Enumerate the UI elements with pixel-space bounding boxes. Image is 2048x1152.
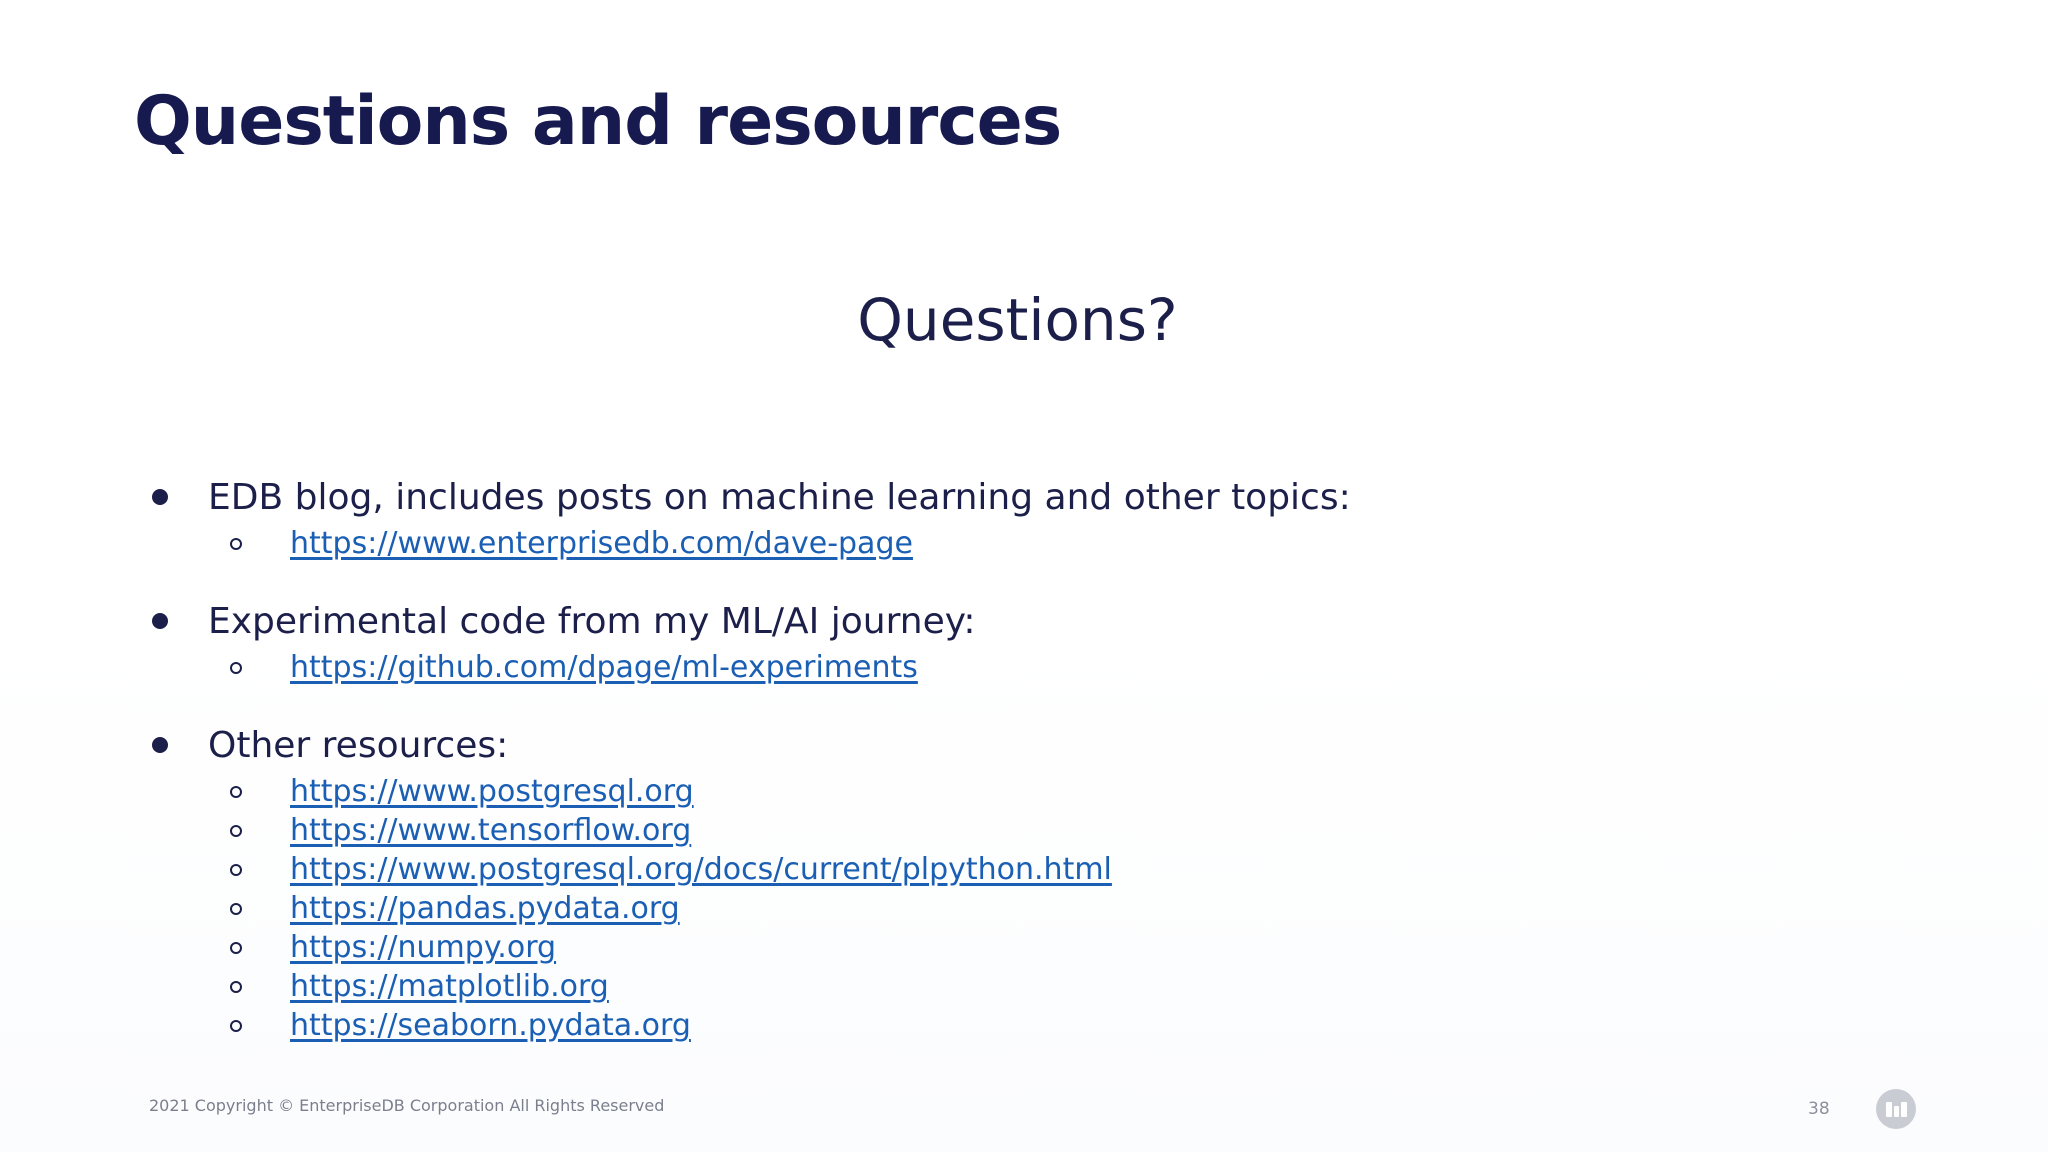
sub-bullet-circle-icon xyxy=(230,903,242,915)
bullet-item xyxy=(148,594,1648,648)
copyright-footer: 2021 Copyright © EnterpriseDB Corporation All Rights Reserved xyxy=(149,1096,665,1115)
sub-bullet-item xyxy=(228,967,1648,1006)
bullet-dot-icon xyxy=(152,613,168,629)
sub-bullet-circle-icon xyxy=(230,662,242,674)
resource-section-experiments xyxy=(148,594,1648,687)
sub-bullet-circle-icon xyxy=(230,1020,242,1032)
page-number: 38 xyxy=(1808,1099,1830,1119)
slide-subtitle: Questions? xyxy=(857,286,1178,354)
link-pandas[interactable]: https://pandas.pydata.org xyxy=(290,891,680,926)
link-edb-blog[interactable]: https://www.enterprisedb.com/dave-page xyxy=(290,526,913,561)
bullet-item xyxy=(148,470,1648,524)
sub-bullet-item xyxy=(228,772,1648,811)
resource-section-other xyxy=(148,718,1648,1045)
bullet-item xyxy=(148,718,1648,772)
sub-bullet-circle-icon xyxy=(230,538,242,550)
edb-logo-icon xyxy=(1876,1089,1916,1129)
sub-bullet-item xyxy=(228,524,1648,563)
sub-bullet-item xyxy=(228,811,1648,850)
link-matplotlib[interactable]: https://matplotlib.org xyxy=(290,969,609,1004)
link-plpython-docs[interactable]: https://www.postgresql.org/docs/current/plpython.html xyxy=(290,852,1112,887)
sub-bullet-circle-icon xyxy=(230,864,242,876)
sub-bullet-item xyxy=(228,889,1648,928)
link-postgresql[interactable]: https://www.postgresql.org xyxy=(290,774,694,809)
link-github-ml-experiments[interactable]: https://github.com/dpage/ml-experiments xyxy=(290,650,918,685)
link-numpy[interactable]: https://numpy.org xyxy=(290,930,557,965)
resource-section-edb-blog xyxy=(148,470,1648,563)
sub-bullet-circle-icon xyxy=(230,981,242,993)
bullet-dot-icon xyxy=(152,737,168,753)
bullet-dot-icon xyxy=(152,489,168,505)
bullet-text: Experimental code from my ML/AI journey: xyxy=(208,600,976,642)
bullet-text: Other resources: xyxy=(208,724,509,766)
sub-bullet-circle-icon xyxy=(230,786,242,798)
sub-bullet-item xyxy=(228,648,1648,687)
sub-bullet-circle-icon xyxy=(230,825,242,837)
sub-bullet-item xyxy=(228,850,1648,889)
slide-title: Questions and resources xyxy=(134,82,1062,161)
sub-bullet-circle-icon xyxy=(230,942,242,954)
bullet-text: EDB blog, includes posts on machine learning and other topics: xyxy=(208,476,1351,518)
link-tensorflow[interactable]: https://www.tensorflow.org xyxy=(290,813,692,848)
sub-bullet-item xyxy=(228,1006,1648,1045)
link-seaborn[interactable]: https://seaborn.pydata.org xyxy=(290,1008,691,1043)
sub-bullet-item xyxy=(228,928,1648,967)
